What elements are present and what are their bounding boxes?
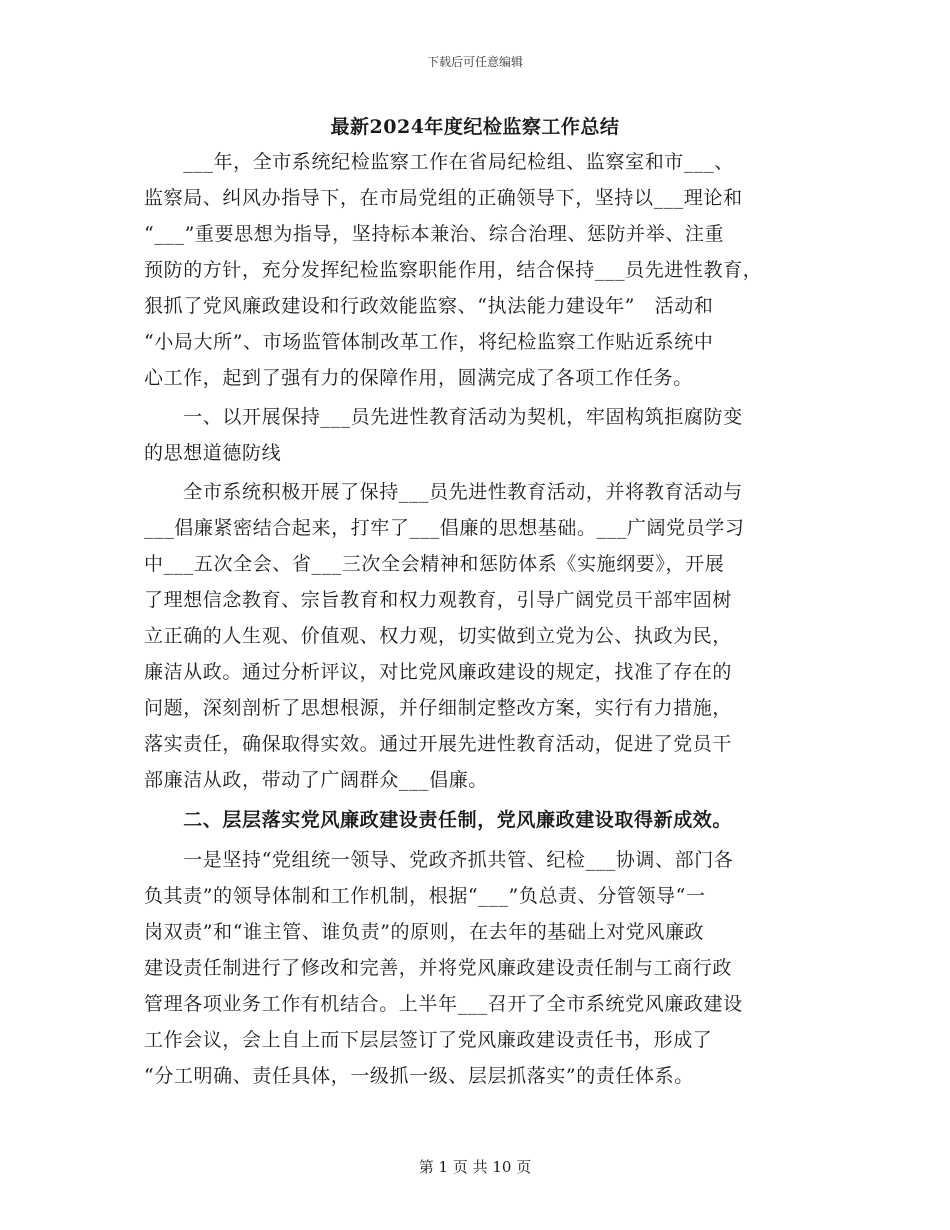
page-number: 第 1 页 共 10 页 bbox=[418, 1158, 532, 1176]
section-heading-1-cont: 的思想道德防线 bbox=[144, 442, 282, 464]
body-line: 岗双责”和“谁主管、谁负责”的原则，在去年的基础上对党风廉政 bbox=[144, 921, 705, 943]
body-line: ___倡廉紧密结合起来，打牢了___倡廉的思想基础。___广阔党员学习 bbox=[144, 517, 745, 539]
body-line: 中___五次全会、省___三次全会精神和惩防体系《实施纲要》，开展 bbox=[144, 553, 725, 575]
body-line: 建设责任制进行了修改和完善，并将党风廉政建设责任制与工商行政 bbox=[144, 957, 733, 979]
body-line: 一是坚持“党组统一领导、党政齐抓共管、纪检___协调、部门各 bbox=[144, 849, 734, 871]
body-line: ___年，全市系统纪检监察工作在省局纪检组、监察室和市___、 bbox=[144, 151, 734, 173]
body-line: 部廉洁从政，带动了广阔群众___倡廉。 bbox=[144, 769, 488, 791]
body-line: “小局大所”、市场监管体制改革工作，将纪检监察工作贴近系统中 bbox=[144, 331, 714, 353]
document-title: 最新2024年度纪检监察工作总结 bbox=[330, 116, 620, 138]
body-line: 管理各项业务工作有机结合。上半年___召开了全市系统党风廉政建设 bbox=[144, 993, 743, 1015]
body-line: “分工明确、责任具体，一级抓一级、层层抓落实”的责任体系。 bbox=[144, 1065, 694, 1087]
body-line: 预防的方针，充分发挥纪检监察职能作用，结合保持___员先进性教育， bbox=[144, 259, 763, 281]
body-line: 监察局、纠风办指导下，在市局党组的正确领导下，坚持以___理论和 bbox=[144, 187, 743, 209]
body-line: 了理想信念教育、宗旨教育和权力观教育，引导广阔党员干部牢固树 bbox=[144, 589, 733, 611]
body-line: 狠抓了党风廉政建设和行政效能监察、“执法能力建设年” 活动和 bbox=[144, 295, 714, 317]
section-heading-1: 一、以开展保持___员先进性教育活动为契机，牢固构筑拒腐防变 bbox=[144, 406, 743, 428]
body-line: 心工作，起到了强有力的保障作用，圆满完成了各项工作任务。 bbox=[144, 367, 693, 389]
body-line: 廉洁从政。通过分析评议，对比党风廉政建设的规定，找准了存在的 bbox=[144, 661, 733, 683]
body-line: 负其责”的领导体制和工作机制，根据“___”负总责、分管领导“一 bbox=[144, 885, 706, 907]
header-note: 下载后可任意编辑 bbox=[426, 55, 523, 69]
body-line: 工作会议，会上自上而下层层签订了党风廉政建设责任书，形成了 bbox=[144, 1029, 713, 1051]
section-heading-2: 二、层层落实党风廉政建设责任制，党风廉政建设取得新成效。 bbox=[144, 809, 733, 831]
body-line: 落实责任，确保取得实效。通过开展先进性教育活动，促进了党员干 bbox=[144, 733, 733, 755]
body-line: 问题，深刻剖析了思想根源，并仔细制定整改方案，实行有力措施， bbox=[144, 697, 733, 719]
body-line: “___”重要思想为指导，坚持标本兼治、综合治理、惩防并举、注重 bbox=[144, 223, 725, 245]
body-line: 全市系统积极开展了保持___员先进性教育活动，并将教育活动与 bbox=[144, 481, 743, 503]
body-line: 立正确的人生观、价值观、权力观，切实做到立党为公、执政为民， bbox=[144, 625, 733, 647]
